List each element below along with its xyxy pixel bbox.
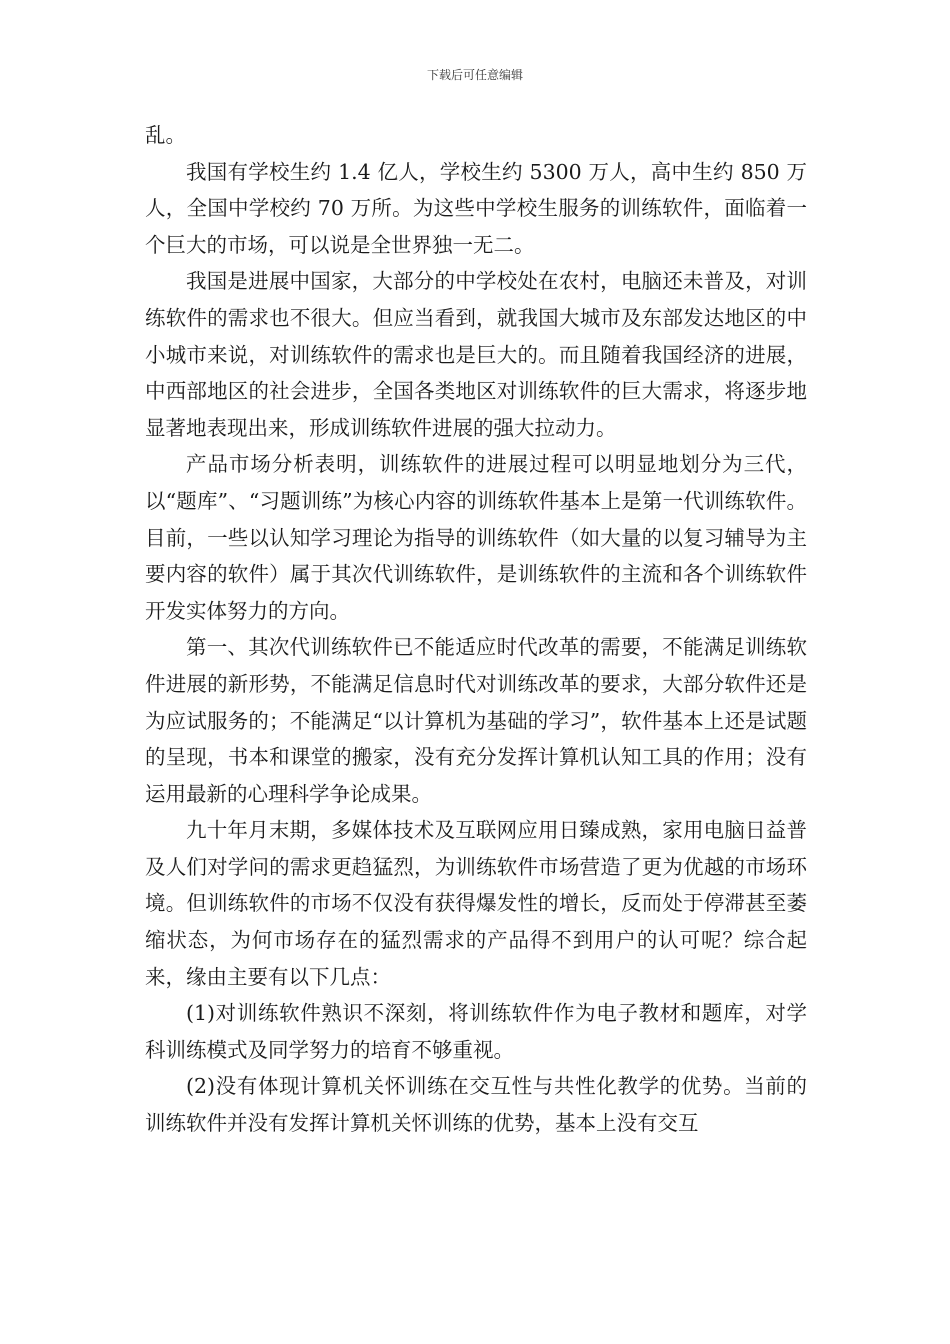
paragraph-8: (2)没有体现计算机关怀训练在交互性与共性化教学的优势。当前的训练软件并没有发挥计算机关怀训练的优势，基本上没有交互 — [145, 1074, 807, 1136]
paragraph-7: (1)对训练软件熟识不深刻，将训练软件作为电子教材和题库，对学科训练模式及同学努力的培育不够重视。 — [145, 1001, 807, 1062]
paragraph-1: 乱。 — [145, 123, 186, 147]
document-body — [145, 117, 807, 1142]
paragraph-5: 第一、其次代训练软件已不能适应时代改革的需要，不能满足训练软件进展的新形势，不能满足信息时代对训练改革的要求，大部分软件还是为应试服务的；不能满足“以计算机为基础的学习”，软件基本上还是试题的呈现，书本和课堂的搬家，没有充分发挥计算机认知工具的作用；没有运用最新的心理科学争论成果。 — [145, 635, 807, 806]
paragraph-6: 九十年月末期，多媒体技术及互联网应用日臻成熟，家用电脑日益普及人们对学问的需求更趋猛烈，为训练软件市场营造了更为优越的市场环境。但训练软件的市场不仅没有获得爆发性的增长，反而处于停滞甚至萎缩状态，为何市场存在的猛烈需求的产品得不到用户的认可呢？综合起来，缘由主要有以下几点： — [145, 818, 807, 989]
paragraph-2: 我国有学校生约 1.4 亿人，学校生约 5300 万人，高中生约 850 万人，全国中学校约 70 万所。为这些中学校生服务的训练软件，面临着一个巨大的市场，可以说是全世界独一无二。 — [145, 159, 807, 257]
paragraph-3: 我国是进展中国家，大部分的中学校处在农村，电脑还未普及，对训练软件的需求也不很大。但应当看到，就我国大城市及东部发达地区的中小城市来说，对训练软件的需求也是巨大的。而且随着我国经济的进展，中西部地区的社会进步，全国各类地区对训练软件的巨大需求，将逐步地显著地表现出来，形成训练软件进展的强大拉动力。 — [145, 269, 807, 440]
page-header: 下载后可任意编辑 — [426, 68, 523, 82]
paragraph-4: 产品市场分析表明，训练软件的进展过程可以明显地划分为三代，以“题库”、“习题训练”为核心内容的训练软件基本上是第一代训练软件。目前，一些以认知学习理论为指导的训练软件（如大量的以复习辅导为主要内容的软件）属于其次代训练软件，是训练软件的主流和各个训练软件开发实体努力的方向。 — [145, 452, 807, 623]
